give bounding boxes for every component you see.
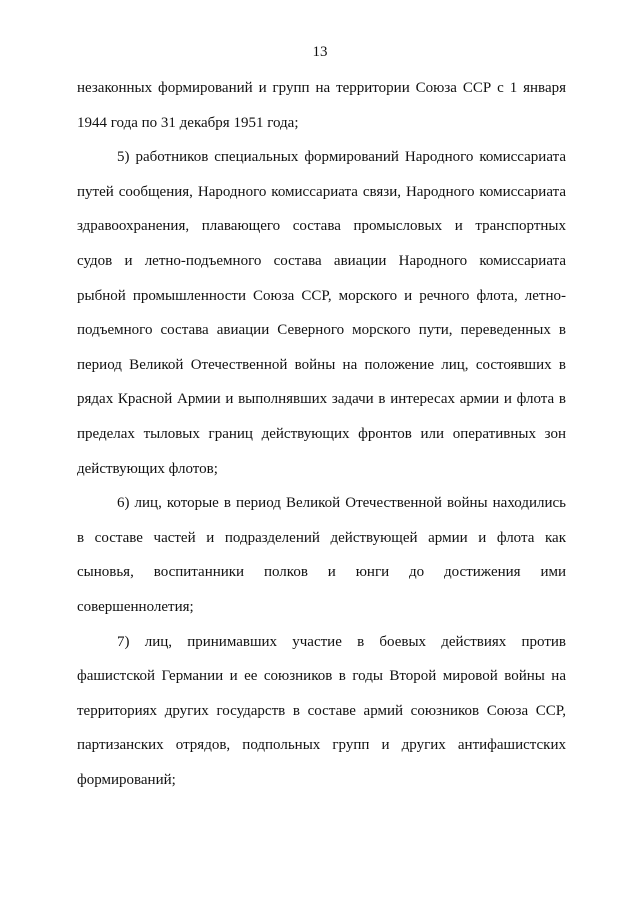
document-body — [77, 76, 566, 802]
text-line: здравоохранения, плавающего состава промысловых и транспортных — [77, 218, 566, 235]
text-line: партизанских отрядов, подпольных групп и других антифашистских — [77, 737, 566, 754]
text-line: незаконных формирований и групп на территории Союза ССР с 1 января — [77, 80, 566, 96]
text-line: рядах Красной Армии и выполнявших задачи в интересах армии и флота в — [77, 391, 566, 408]
text-line: действующих флотов; — [77, 460, 218, 477]
page-number: 13 — [312, 44, 328, 60]
text-line: подъемного состава авиации Северного морского пути, переведенных в — [77, 322, 566, 339]
text-line: территориях других государств в составе армий союзников Союза ССР, — [77, 702, 566, 719]
text-line: формирований; — [77, 771, 176, 788]
text-line: 7) лиц, принимавших участие в боевых действиях против — [117, 633, 566, 650]
text-line: фашистской Германии и ее союзников в годы Второй мировой войны на — [77, 668, 566, 685]
text-line: судов и летно-подъемного состава авиации Народного комиссариата — [77, 252, 566, 269]
text-line: сыновья, воспитанники полков и юнги до достижения ими — [77, 564, 566, 581]
text-line: 6) лиц, которые в период Великой Отечественной войны находились — [117, 495, 566, 512]
text-line: путей сообщения, Народного комиссариата связи, Народного комиссариата — [77, 183, 566, 200]
text-line: период Великой Отечественной войны на положение лиц, состоявших в — [77, 356, 566, 373]
text-line: 5) работников специальных формирований Народного комиссариата — [117, 149, 566, 166]
text-line: пределах тыловых границ действующих фронтов или оперативных зон — [77, 425, 566, 442]
text-line: совершеннолетия; — [77, 598, 194, 615]
text-line: в составе частей и подразделений действующей армии и флота как — [77, 529, 566, 546]
text-line: рыбной промышленности Союза ССР, морского и речного флота, летно- — [77, 287, 566, 304]
text-line: 1944 года по 31 декабря 1951 года; — [77, 114, 299, 131]
